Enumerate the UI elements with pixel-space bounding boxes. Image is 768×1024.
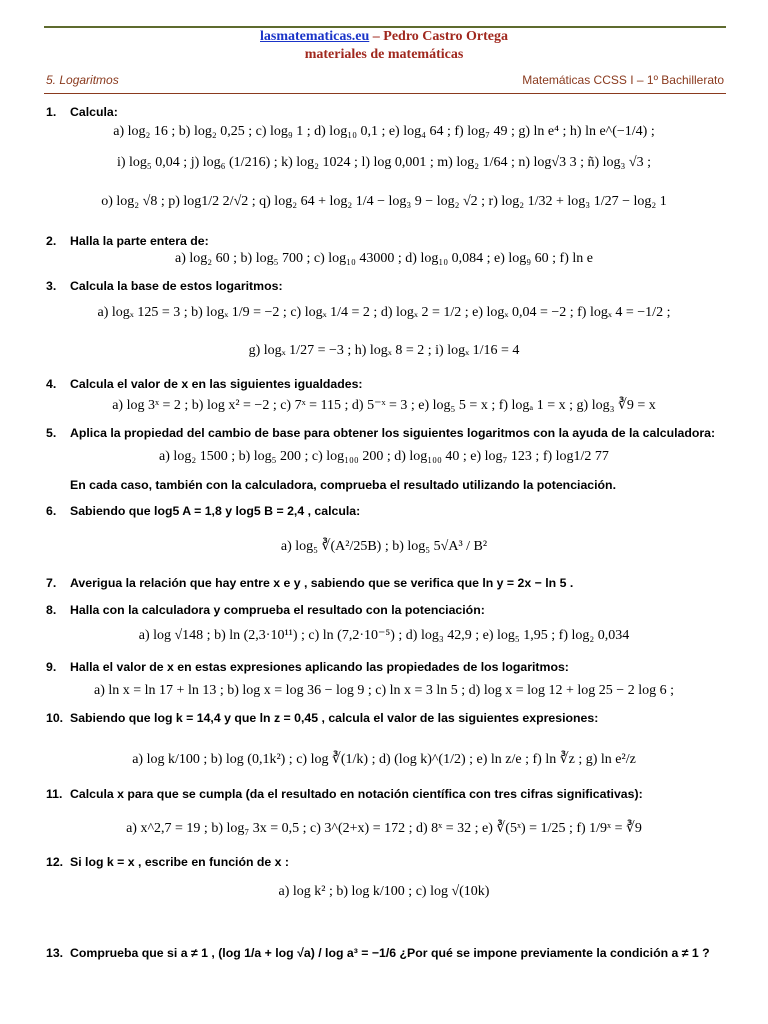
- exercise-statement: Calcula x para que se cumpla (da el resultado en notación científica con tres cifras significativas):: [70, 787, 643, 801]
- exercise-1-line-3: o) log₂ √8 ; p) log1/2 2/√2 ; q) log₂ 64 + log₂ 1/4 − log₃ 9 − log₂ √2 ; r) log₂ 1/32 + log₃ 1/27 − log₂ 1: [101, 194, 667, 209]
- exercise-11-line: a) x^2,7 = 19 ; b) log₇ 3x = 0,5 ; c) 3^(2+x) = 172 ; d) 8ˣ = 32 ; e) ∛(5ˣ) = 1/25 ; f) 1/9ˣ = ∛9: [126, 821, 642, 836]
- exercise-number: 9.: [46, 660, 57, 674]
- exercise-statement: Calcula la base de estos logaritmos:: [70, 279, 283, 293]
- site-subtitle: materiales de matemáticas: [304, 47, 464, 62]
- exercise-statement: Comprueba que si a ≠ 1 , (log 1/a + log √a) / log a³ = −1/6 ¿Por qué se impone previamente la condición a ≠ 1 ?: [70, 946, 710, 960]
- exercise-statement: Calcula el valor de x en las siguientes igualdades:: [70, 377, 363, 391]
- exercise-number: 2.: [46, 234, 57, 248]
- exercise-number: 13.: [46, 946, 64, 960]
- exercise-number: 10.: [46, 711, 64, 725]
- exercise-statement: Averigua la relación que hay entre x e y , sabiendo que se verifica que ln y = 2x − ln 5 .: [70, 576, 574, 590]
- exercise-statement: Calcula:: [70, 105, 118, 119]
- header-top-rule: [44, 26, 726, 28]
- site-title: [0, 29, 768, 45]
- exercise-9-line: a) ln x = ln 17 + ln 13 ; b) log x = log 36 − log 9 ; c) ln x = 3 ln 5 ; d) log x = log 12 + log 25 − 2 log 6 ;: [94, 683, 674, 698]
- exercise-statement: Halla la parte entera de:: [70, 234, 209, 248]
- exercise-number: 7.: [46, 576, 57, 590]
- exercise-3-line-1: a) logₓ 125 = 3 ; b) logₓ 1/9 = −2 ; c) logₓ 1/4 = 2 ; d) logₓ 2 = 1/2 ; e) logₓ 0,04 = −2 ; f) logₓ 4 = −1/2 ;: [97, 305, 671, 320]
- exercise-number: 8.: [46, 603, 57, 617]
- exercise-number: 5.: [46, 426, 57, 440]
- exercise-1-line-2: i) log₅ 0,04 ; j) log₆ (1/216) ; k) log₂ 1024 ; l) log 0,001 ; m) log₂ 1/64 ; n) log√3 3 ; ñ) log₃ √3 ;: [116, 155, 652, 170]
- exercise-statement: Halla el valor de x en estas expresiones aplicando las propiedades de los logaritmos:: [70, 660, 569, 674]
- exercise-number: 6.: [46, 504, 57, 518]
- exercise-number: 1.: [46, 105, 57, 119]
- exercise-12-line: a) log k² ; b) log k/100 ; c) log √(10k): [278, 884, 490, 899]
- document-page: lasmatematicas.eu – Pedro Castro Ortega materiales de matemáticas 5. Logaritmos Matemáticas CCSS I – 1º Bachillerato 1. Calcula: a) log₂ 16 ; b) log₂ 0,25 ; c) log₉ 1 ; d) log₁₀ 0,1 ; e) log₄ 64 ; f) log₇ 49 ; g) ln e⁴ ; h) ln e^(−1/4) ; i) log₅ 0,04 ; j) log₆ (1/216) ; k) log₂ 1024 ; l) log 0,001 ; m) log₂ 1/64 ; n) log√3 3 ; ñ) log₃ √3 ; o) log₂ √8 ; p) log1/2 2/√2 ; q) log₂ 64 + log₂ 1/4 − log₃ 9 − log₂ √2 ; r) log₂ 1/32 + log₃ 1/27 − log₂ 1 2. Halla la parte entera de: a) log₂ 60 ; b) log₅ 700 ; c) log₁₀ 43000 ; d) log₁₀ 0,084 ; e) log₉ 60 ; f) ln e 3. Calcula la base de estos logaritmos: a) logₓ 125 = 3 ; b) logₓ 1/9 = −2 ; c) logₓ 1/4 = 2 ; d) logₓ 2 = 1/2 ; e) logₓ 0,04 = −2 ; f) logₓ 4 = −1/2 ; g) logₓ 1/27 = −3 ; h) logₓ 8 = 2 ; i) logₓ 1/16 = 4 4. Calcula el valor de x en las siguientes igualdades: a) log 3ˣ = 2 ; b) log x² = −2 ; c) 7ˣ = 115 ; d) 5⁻ˣ = 3 ; e) log₅ 5 = x ; f) logₐ 1 = x ; g) log₃ ∛9 = x 5. Aplica la propiedad del cambio de base para obtener los siguientes logaritmos con la ayuda de la calculadora: a) log₂ 1500 ; b) log₅ 200 ; c) log₁₀₀ 200 ; d) log₁₀₀ 40 ; e) log₇ 123 ; f) log1/2 77 En cada caso, también con la calculadora, comprueba el resultado utilizando la potenciación. 6. Sabiendo que log5 A = 1,8 y log5 B = 2,4 , calcula: a) log₅ ∛(A²/25B) ; b) log₅ 5√A³ / B² 7. Averigua la relación que hay entre x e y , sabiendo que se verifica que ln y = 2x − ln 5 . 8. Halla con la calculadora y comprueba el resultado con la potenciación: a) log √148 ; b) ln (2,3·10¹¹) ; c) ln (7,2·10⁻⁵) ; d) log₃ 42,9 ; e) log₅ 1,95 ; f) log₂ 0,034 9. Halla el valor de x en estas expresiones aplicando las propiedades de los logaritmos: a) ln x = ln 17 + ln 13 ; b) log x = log 36 − log 9 ; c) ln x = 3 ln 5 ; d) log x = log 12 + log 25 − 2 log 6 ; 10. Sabiendo que log k = 14,4 y que ln z = 0,45 , calcula el valor de las siguientes expresiones: a) log k/100 ; b) log (0,1k²) ; c) log ∛(1/k) ; d) (log k)^(1/2) ; e) ln z/e ; f) ln ∛z ; g) ln e²/z 11. Calcula x para que se cumpla (da el resultado en notación científica con tres cifras significativas): a) x^2,7 = 19 ; b) log₇ 3x = 0,5 ; c) 3^(2+x) = 172 ; d) 8ˣ = 32 ; e) ∛(5ˣ) = 1/25 ; f) 1/9ˣ = ∛9 12. Si log k = x , escribe en función de x : a) log k² ; b) log k/100 ; c) log √(10k) 13. Comprueba que si a ≠ 1 , (log 1/a + log √a) / log a³ = −1/6 ¿Por qué se impone previamente la condición a ≠ 1 ?: [0, 0, 768, 1024]
- exercise-number: 12.: [46, 855, 64, 869]
- exercise-number: 11.: [46, 787, 63, 801]
- exercise-5-line: a) log₂ 1500 ; b) log₅ 200 ; c) log₁₀₀ 200 ; d) log₁₀₀ 40 ; e) log₇ 123 ; f) log1/2 77: [159, 449, 609, 464]
- header-bottom-rule: [44, 93, 726, 94]
- exercise-number: 4.: [46, 377, 57, 391]
- exercise-statement: Si log k = x , escribe en función de x :: [70, 855, 290, 869]
- site-link[interactable]: lasmatematicas.eu: [260, 29, 370, 44]
- exercise-8-line: a) log √148 ; b) ln (2,3·10¹¹) ; c) ln (7,2·10⁻⁵) ; d) log₃ 42,9 ; e) log₅ 1,95 ; f) log₂ 0,034: [138, 628, 630, 643]
- exercise-2-line: a) log₂ 60 ; b) log₅ 700 ; c) log₁₀ 43000 ; d) log₁₀ 0,084 ; e) log₉ 60 ; f) ln e: [175, 251, 593, 266]
- exercise-statement: Sabiendo que log5 A = 1,8 y log5 B = 2,4 , calcula:: [70, 504, 361, 518]
- exercise-statement: Sabiendo que log k = 14,4 y que ln z = 0,45 , calcula el valor de las siguientes expresiones:: [70, 711, 599, 725]
- chapter-label: 5. Logaritmos: [46, 73, 119, 87]
- exercise-number: 3.: [46, 279, 57, 293]
- site-author: – Pedro Castro Ortega: [369, 29, 508, 44]
- exercise-1-line-1: a) log₂ 16 ; b) log₂ 0,25 ; c) log₉ 1 ; d) log₁₀ 0,1 ; e) log₄ 64 ; f) log₇ 49 ; g) ln e⁴ ; h) ln e^(−1/4) ;: [113, 124, 655, 139]
- course-label: Matemáticas CCSS I – 1º Bachillerato: [522, 73, 724, 87]
- exercise-6-line: a) log₅ ∛(A²/25B) ; b) log₅ 5√A³ / B²: [280, 539, 488, 554]
- exercise-10-line: a) log k/100 ; b) log (0,1k²) ; c) log ∛(1/k) ; d) (log k)^(1/2) ; e) ln z/e ; f) ln ∛z ; g) ln e²/z: [132, 752, 636, 767]
- exercise-4-line: a) log 3ˣ = 2 ; b) log x² = −2 ; c) 7ˣ = 115 ; d) 5⁻ˣ = 3 ; e) log₅ 5 = x ; f) logₐ 1 = x ; g) log₃ ∛9 = x: [112, 398, 656, 413]
- exercise-statement: Halla con la calculadora y comprueba el resultado con la potenciación:: [70, 603, 485, 617]
- exercise-3-line-2: g) logₓ 1/27 = −3 ; h) logₓ 8 = 2 ; i) logₓ 1/16 = 4: [248, 343, 520, 358]
- exercise-statement: Aplica la propiedad del cambio de base para obtener los siguientes logaritmos con la ayuda de la calculadora:: [70, 426, 716, 440]
